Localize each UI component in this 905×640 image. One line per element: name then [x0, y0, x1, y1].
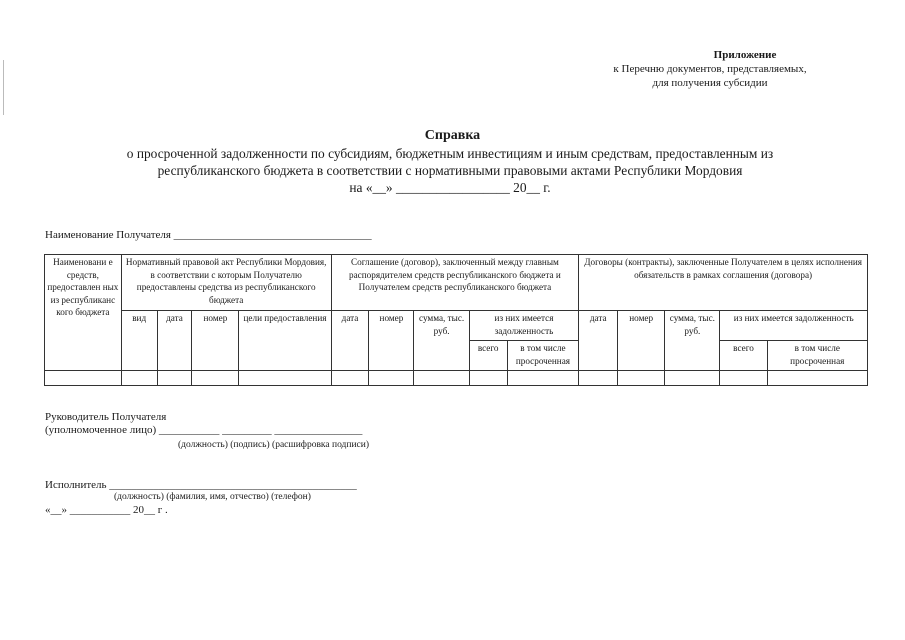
header-agreement: Соглашение (договор), заключенный между главным распорядителем средств республиканского бюджета и Получателем средств республиканского бюджета	[331, 255, 579, 311]
header-contracts: Договоры (контракты), заключенные Получателем в целях исполнения обязательств в рамках соглашения (договора)	[579, 255, 868, 311]
header-act-number: номер	[192, 311, 239, 371]
header-agr-date: дата	[331, 311, 369, 371]
table-cell	[239, 371, 331, 386]
document-date-line: на «__» _________________ 20__ г.	[349, 180, 551, 195]
table-cell	[192, 371, 239, 386]
header-con-date: дата	[579, 311, 618, 371]
header-con-number: номер	[618, 311, 665, 371]
table-cell	[121, 371, 157, 386]
table-cell	[720, 371, 767, 386]
table-cell	[369, 371, 414, 386]
header-con-debt-overdue: в том числе просроченная	[767, 341, 867, 371]
header-con-debt-total: всего	[720, 341, 767, 371]
subtitle-line-1: о просроченной задолженности по субсидиям, бюджетным инвестициям и иным средствам, предоставленным из	[126, 146, 774, 161]
table-cell	[618, 371, 665, 386]
header-con-debt: из них имеется задолженность	[720, 311, 868, 341]
table-row	[45, 371, 868, 386]
executor-line: Исполнитель _____________________________________________	[45, 479, 357, 491]
table-cell	[414, 371, 469, 386]
appendix-note	[560, 48, 860, 90]
scan-edge-mark	[3, 60, 4, 115]
header-legal-act: Нормативный правовой акт Республики Мордовия, в соответствии с которым Получателю предоставлены средства из республиканского бюджета	[121, 255, 331, 311]
table-cell	[767, 371, 867, 386]
header-act-date: дата	[157, 311, 192, 371]
appendix-line-2: для получения субсидии	[652, 77, 768, 89]
table-cell	[331, 371, 369, 386]
executor-date-line: «__» ___________ 20__ г .	[45, 504, 168, 516]
table-cell	[579, 371, 618, 386]
executor-caption: (должность) (фамилия, имя, отчество) (телефон)	[114, 492, 311, 502]
document-subtitle	[70, 145, 830, 196]
recipient-name-line: Наименование Получателя ____________________________________	[45, 229, 372, 241]
header-act-type: вид	[121, 311, 157, 371]
document-title: Справка	[424, 128, 481, 143]
header-con-sum: сумма, тыс. руб.	[665, 311, 720, 371]
table-cell	[45, 371, 122, 386]
header-act-purpose: цели предоставления	[239, 311, 331, 371]
header-agr-number: номер	[369, 311, 414, 371]
appendix-line-1: к Перечню документов, представляемых,	[613, 63, 807, 75]
subtitle-line-2: республиканского бюджета в соответствии с нормативными правовыми актами Республики Мордовия	[157, 163, 743, 178]
header-agr-debt: из них имеется задолженность	[469, 311, 579, 341]
head-signature-line: (уполномоченное лицо) ___________ _________ ________________	[45, 424, 363, 436]
debt-report-table	[44, 254, 868, 386]
appendix-title: Приложение	[713, 49, 777, 61]
header-fund-name: Наименовани е средств, предоставлен ных из республиканс кого бюджета	[45, 255, 122, 371]
head-title: Руководитель Получателя	[45, 411, 167, 423]
head-signature-caption: (должность) (подпись) (расшифровка подписи)	[178, 440, 370, 450]
header-agr-sum: сумма, тыс. руб.	[414, 311, 469, 371]
header-agr-debt-overdue: в том числе просроченная	[507, 341, 579, 371]
table-cell	[469, 371, 507, 386]
table-cell	[157, 371, 192, 386]
head-signature-block	[45, 411, 362, 437]
table-cell	[665, 371, 720, 386]
header-agr-debt-total: всего	[469, 341, 507, 371]
table-cell	[507, 371, 579, 386]
